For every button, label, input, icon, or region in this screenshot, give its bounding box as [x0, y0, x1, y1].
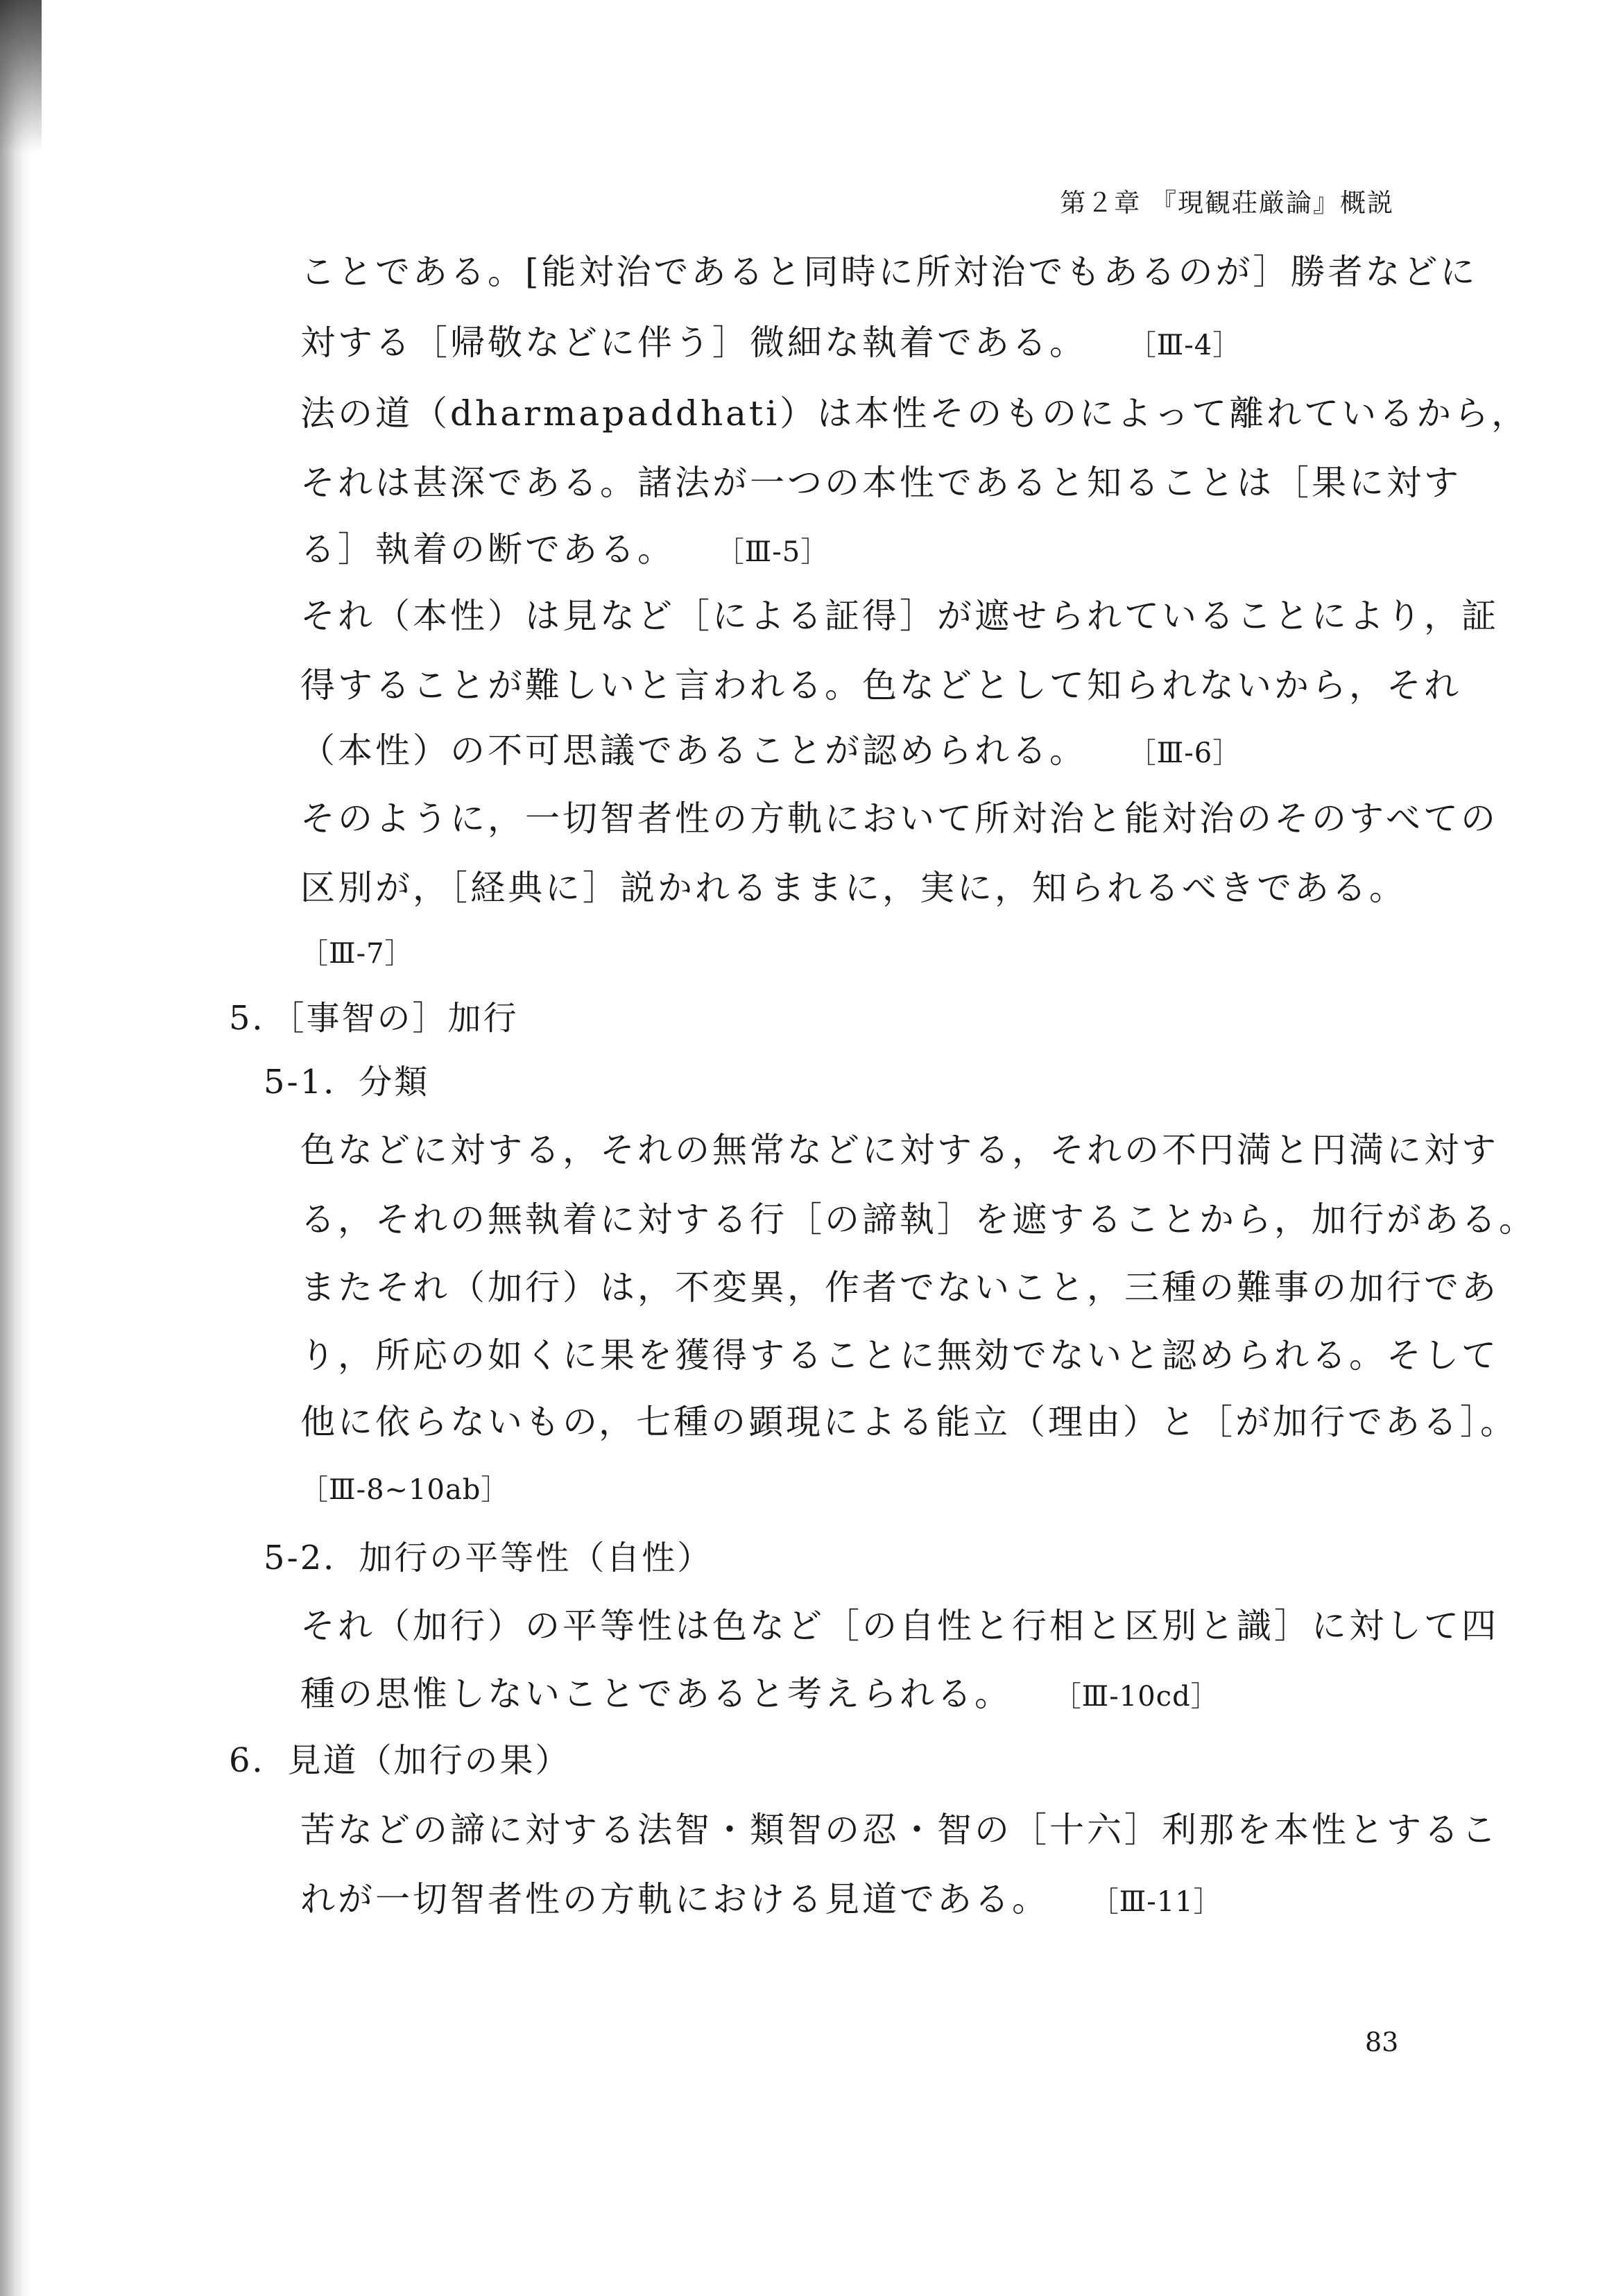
- section-heading: 5．［事智の］加行: [229, 999, 519, 1038]
- text-line: 色などに対する，それの無常などに対する，それの不円満と円満に対す: [300, 1130, 1499, 1170]
- text-line: れが一切智者性の方軌における見道である。 ［Ⅲ-11］: [300, 1879, 1222, 1919]
- verse-reference: ［Ⅲ-11］: [1090, 1886, 1222, 1918]
- text-line: る］執着の断である。 ［Ⅲ-5］: [300, 529, 830, 569]
- text-line: り，所応の如くに果を獲得することに無効でないと認められる。そして: [300, 1335, 1499, 1376]
- verse-reference: ［Ⅲ-4］: [1128, 329, 1242, 361]
- text-line: 苦などの諦に対する法智・類智の忍・智の［十六］利那を本性とするこ: [300, 1810, 1499, 1850]
- subsection-heading: 5-1．分類: [264, 1063, 430, 1102]
- verse-reference: ［Ⅲ-6］: [1128, 737, 1242, 769]
- text-line: 法の道（dharmapaddhati）は本性そのものによって離れているから，: [300, 393, 1529, 434]
- text-line: そのように，一切智者性の方軌において所対治と能対治のそのすべての: [300, 798, 1498, 839]
- verse-reference: ［Ⅲ-10cd］: [1053, 1681, 1219, 1713]
- text-line: （本性）の不可思議であることが認められる。 ［Ⅲ-6］: [300, 730, 1242, 771]
- text-line: 区別が，［経典に］説かれるままに，実に，知られるべきである。: [300, 868, 1407, 908]
- verse-reference: ［Ⅲ-5］: [716, 536, 830, 568]
- text-line: またそれ（加行）は，不変異，作者でないこと，三種の難事の加行であ: [300, 1267, 1499, 1308]
- page-number: 83: [1365, 2027, 1399, 2057]
- text-line: それ（加行）の平等性は色など［の自性と行相と区別と識］に対して四: [300, 1606, 1499, 1646]
- scan-binding-shadow: [0, 0, 32, 2296]
- text-line: 他に依らないもの，七種の顕現による能立（理由）と［が加行である］。: [300, 1402, 1518, 1442]
- text-line: それ（本性）は見など［による証得］が遮せられていることにより，証: [300, 596, 1499, 636]
- text-line: 対する［帰敬などに伴う］微細な執着である。 ［Ⅲ-4］: [300, 323, 1242, 363]
- verse-reference: ［Ⅲ-7］: [300, 938, 413, 970]
- text-line: それは甚深である。諸法が一つの本性であると知ることは［果に対す: [300, 463, 1461, 503]
- text-line: る，それの無執着に対する行［の諦執］を遮することから，加行がある。: [300, 1199, 1536, 1240]
- running-header: 第２章 『現観荘厳論』概説: [1060, 188, 1394, 218]
- verse-reference: ［Ⅲ-8~10ab］: [300, 1474, 510, 1506]
- subsection-heading: 5-2．加行の平等性（自性）: [264, 1539, 713, 1577]
- text-line: 得することが難しいと言われる。色などとして知られないから，それ: [300, 665, 1461, 705]
- section-heading: 6．見道（加行の果）: [229, 1741, 571, 1780]
- text-line: ことである。[能対治であると同時に所対治でもあるのが］勝者などに: [300, 252, 1478, 292]
- scan-corner-shadow: [0, 0, 42, 153]
- text-line: 種の思惟しないことであると考えられる。 ［Ⅲ-10cd］: [300, 1674, 1219, 1714]
